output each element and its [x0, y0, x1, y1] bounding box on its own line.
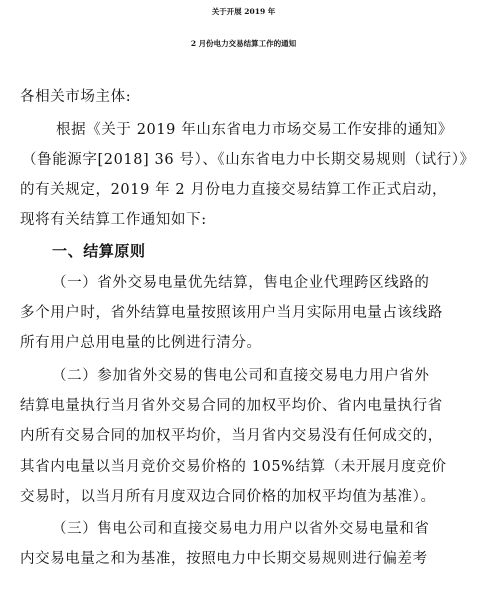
item-2-line: 内所有交易合同的加权平均价，当月省内交易没有任何成交的，	[20, 428, 443, 444]
item-3-line: （三）售电公司和直接交易电力用户以省外交易电量和省	[52, 521, 430, 537]
item-2-line: 交易时，以当月所有月度双边合同价格的加权平均值为基准）。	[20, 489, 436, 505]
item-2-line: （二）参加省外交易的售电公司和直接交易电力用户省外	[52, 368, 430, 384]
item-1-line: 所有用户总用电量的比例进行清分。	[20, 335, 262, 351]
document-title-line-2: 2 月份电力交易结算工作的通知	[190, 39, 297, 48]
intro-paragraph-line: 现将有关结算工作通知如下:	[20, 212, 207, 228]
document-title-line-1: 关于开展 2019 年	[211, 7, 276, 16]
intro-paragraph-line: （鲁能源字[2018] 36 号）、《山东省电力中长期交易规则（试行）》	[22, 152, 475, 168]
item-1-line: （一）省外交易电量优先结算，售电企业代理跨区线路的	[52, 275, 430, 291]
intro-paragraph-line: 的有关规定，2019 年 2 月份电力直接交易结算工作正式启动，	[20, 182, 448, 198]
section-heading: 一、结算原则	[52, 242, 146, 260]
item-2-line: 结算电量执行当月省外交易合同的加权平均价、省内电量执行省	[20, 398, 443, 414]
item-2-line: 其省内电量以当月竞价交易价格的 105%结算（未开展月度竞价	[20, 459, 447, 475]
intro-paragraph-line: 根据《关于 2019 年山东省电力市场交易工作安排的通知》	[56, 122, 454, 138]
item-1-line: 多个用户时，省外结算电量按照该用户当月实际用电量占该线路	[20, 305, 443, 321]
salutation: 各相关市场主体:	[20, 89, 132, 105]
item-3-line: 内交易电量之和为基准，按照电力中长期交易规则进行偏差考	[20, 551, 428, 567]
